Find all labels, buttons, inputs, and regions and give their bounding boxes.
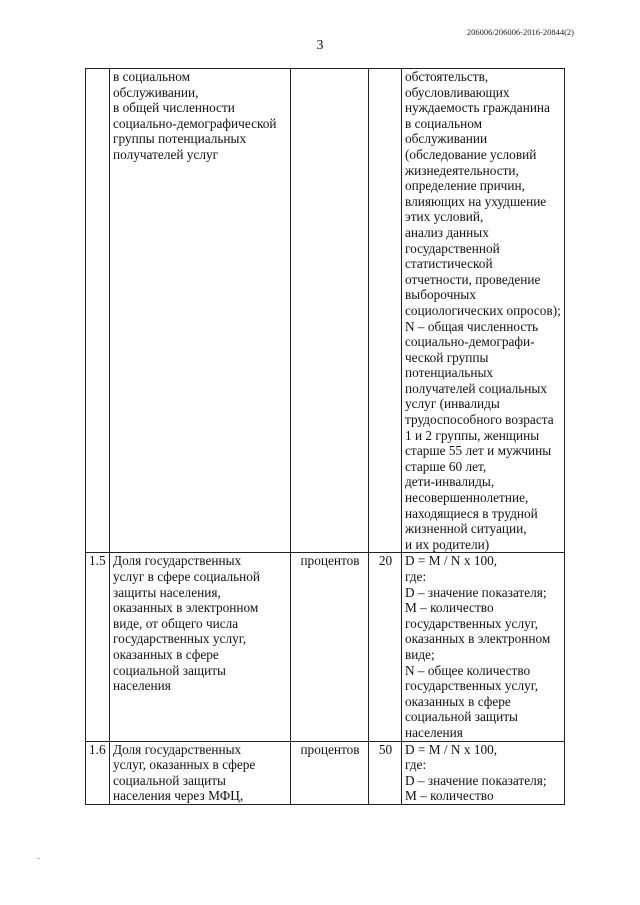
row-number [86, 69, 110, 553]
table-body [86, 69, 565, 805]
row-number: 1.6 [86, 741, 110, 804]
calculation-method-line: обслуживании [405, 131, 488, 147]
calculation-method-line: анализ данных [405, 224, 489, 240]
calculation-method-line: N – общее количество [405, 662, 531, 678]
calculation-method [402, 741, 565, 804]
calculation-method-line: дети-инвалиды, [405, 474, 495, 490]
calculation-method-line: старше 55 лет и мужчины [405, 443, 552, 459]
indicator-name [110, 553, 291, 741]
calculation-method-line: статистической [405, 256, 493, 272]
unit-of-measure [291, 69, 369, 553]
indicator-name-line: в социальном [113, 69, 191, 84]
calculation-method [402, 553, 565, 741]
indicator-name-line: защиты населения, [113, 584, 221, 600]
calculation-method-line: ческой группы [405, 349, 489, 365]
unit-of-measure: процентов [291, 553, 369, 741]
calculation-method-line: старше 60 лет, [405, 458, 487, 474]
calculation-method-line: D = M / N x 100, [405, 741, 498, 757]
calculation-method-line: населения [405, 724, 463, 740]
indicator-name-line: социальной защиты [113, 772, 226, 788]
calculation-method-line: обусловливающих [405, 84, 510, 100]
target-value [369, 69, 402, 553]
calculation-method-line: услуг (инвалиды [405, 396, 500, 412]
calculation-method [402, 69, 565, 553]
calculation-method-line: государственной [405, 240, 500, 256]
calculation-method-line: 1 и 2 группы, женщины [405, 427, 540, 443]
calculation-method-line: жизненной ситуации, [405, 521, 527, 537]
calculation-method-line: получателей социальных [405, 380, 548, 396]
indicator-name-line: виде, от общего числа [113, 615, 239, 631]
indicator-name [110, 69, 291, 553]
page-number: 3 [316, 38, 324, 53]
calculation-method-line: определение причин, [405, 178, 525, 194]
indicator-name-line: населения [113, 678, 171, 694]
indicator-name-line: услуг, оказанных в сфере [113, 757, 256, 773]
calculation-method-line: оказанных в сфере [405, 693, 511, 709]
calculation-method-line: государственных услуг, [405, 615, 539, 631]
calculation-method-line: отчетности, проведение [405, 271, 541, 287]
calculation-method-line: обстоятельств, [405, 69, 489, 84]
calculation-method-line: государственных услуг, [405, 678, 539, 694]
table-row [86, 69, 565, 553]
indicator-table [85, 68, 565, 805]
calculation-method-line: социально-демографи- [405, 334, 535, 350]
calculation-method-line: жизнедеятельности, [405, 162, 519, 178]
indicator-name-line: населения через МФЦ, [113, 788, 244, 804]
calculation-method-line: M – количество [405, 600, 494, 616]
document-id: 206006/206006-2016-20844(2) [466, 27, 574, 37]
indicator-name-line: социальной защиты [113, 662, 226, 678]
indicator-name-line: оказанных в сфере [113, 646, 219, 662]
calculation-method-line: N – общая численность [405, 318, 539, 334]
calculation-method-line: и их родители) [405, 536, 490, 552]
calculation-method-line: оказанных в электронном [405, 631, 551, 647]
indicator-name-line: Доля государственных [113, 741, 242, 757]
calculation-method-line: где: [405, 757, 427, 773]
calculation-method-line: несовершеннолетние, [405, 490, 529, 506]
calculation-method-line: находящиеся в трудной [405, 505, 538, 521]
indicator-name-line: социально-демографической [113, 115, 277, 131]
calculation-method-line: социологических опросов); [405, 302, 561, 318]
calculation-method-line: (обследование условий [405, 146, 537, 162]
table-row [86, 741, 565, 804]
indicator-name-line: получателей услуг [113, 146, 219, 162]
indicator-name-line: услуг в сфере социальной [113, 569, 261, 584]
table-row [86, 553, 565, 741]
unit-of-measure: процентов [291, 741, 369, 804]
calculation-method-line: влияющих на ухудшение [405, 193, 547, 209]
indicator-name-line: в общей численности [113, 100, 235, 116]
row-number: 1.5 [86, 553, 110, 741]
calculation-method-line: M – количество [405, 788, 494, 804]
calculation-method-line: D = M / N x 100, [405, 553, 498, 569]
calculation-method-line: виде; [405, 646, 435, 662]
indicator-name-line: группы потенциальных [113, 131, 247, 147]
calculation-method-line: выборочных [405, 287, 476, 303]
indicator-name-line: государственных услуг, [113, 631, 247, 647]
indicator-name-line: оказанных в электронном [113, 600, 259, 616]
calculation-method-line: трудоспособного возраста [405, 412, 554, 428]
calculation-method-line: нуждаемость гражданина [405, 100, 550, 116]
target-value: 20 [369, 553, 402, 741]
calculation-method-line: социальной защиты [405, 709, 518, 725]
calculation-method-line: D – значение показателя; [405, 584, 547, 600]
calculation-method-line: потенциальных [405, 365, 494, 381]
calculation-method-line: где: [405, 569, 427, 584]
indicator-name-line: обслуживании, [113, 84, 199, 100]
scan-mark [37, 858, 40, 859]
calculation-method-line: этих условий, [405, 209, 484, 225]
target-value: 50 [369, 741, 402, 804]
indicator-name-line: Доля государственных [113, 553, 242, 569]
calculation-method-line: D – значение показателя; [405, 772, 547, 788]
indicator-name [110, 741, 291, 804]
calculation-method-line: в социальном [405, 115, 483, 131]
